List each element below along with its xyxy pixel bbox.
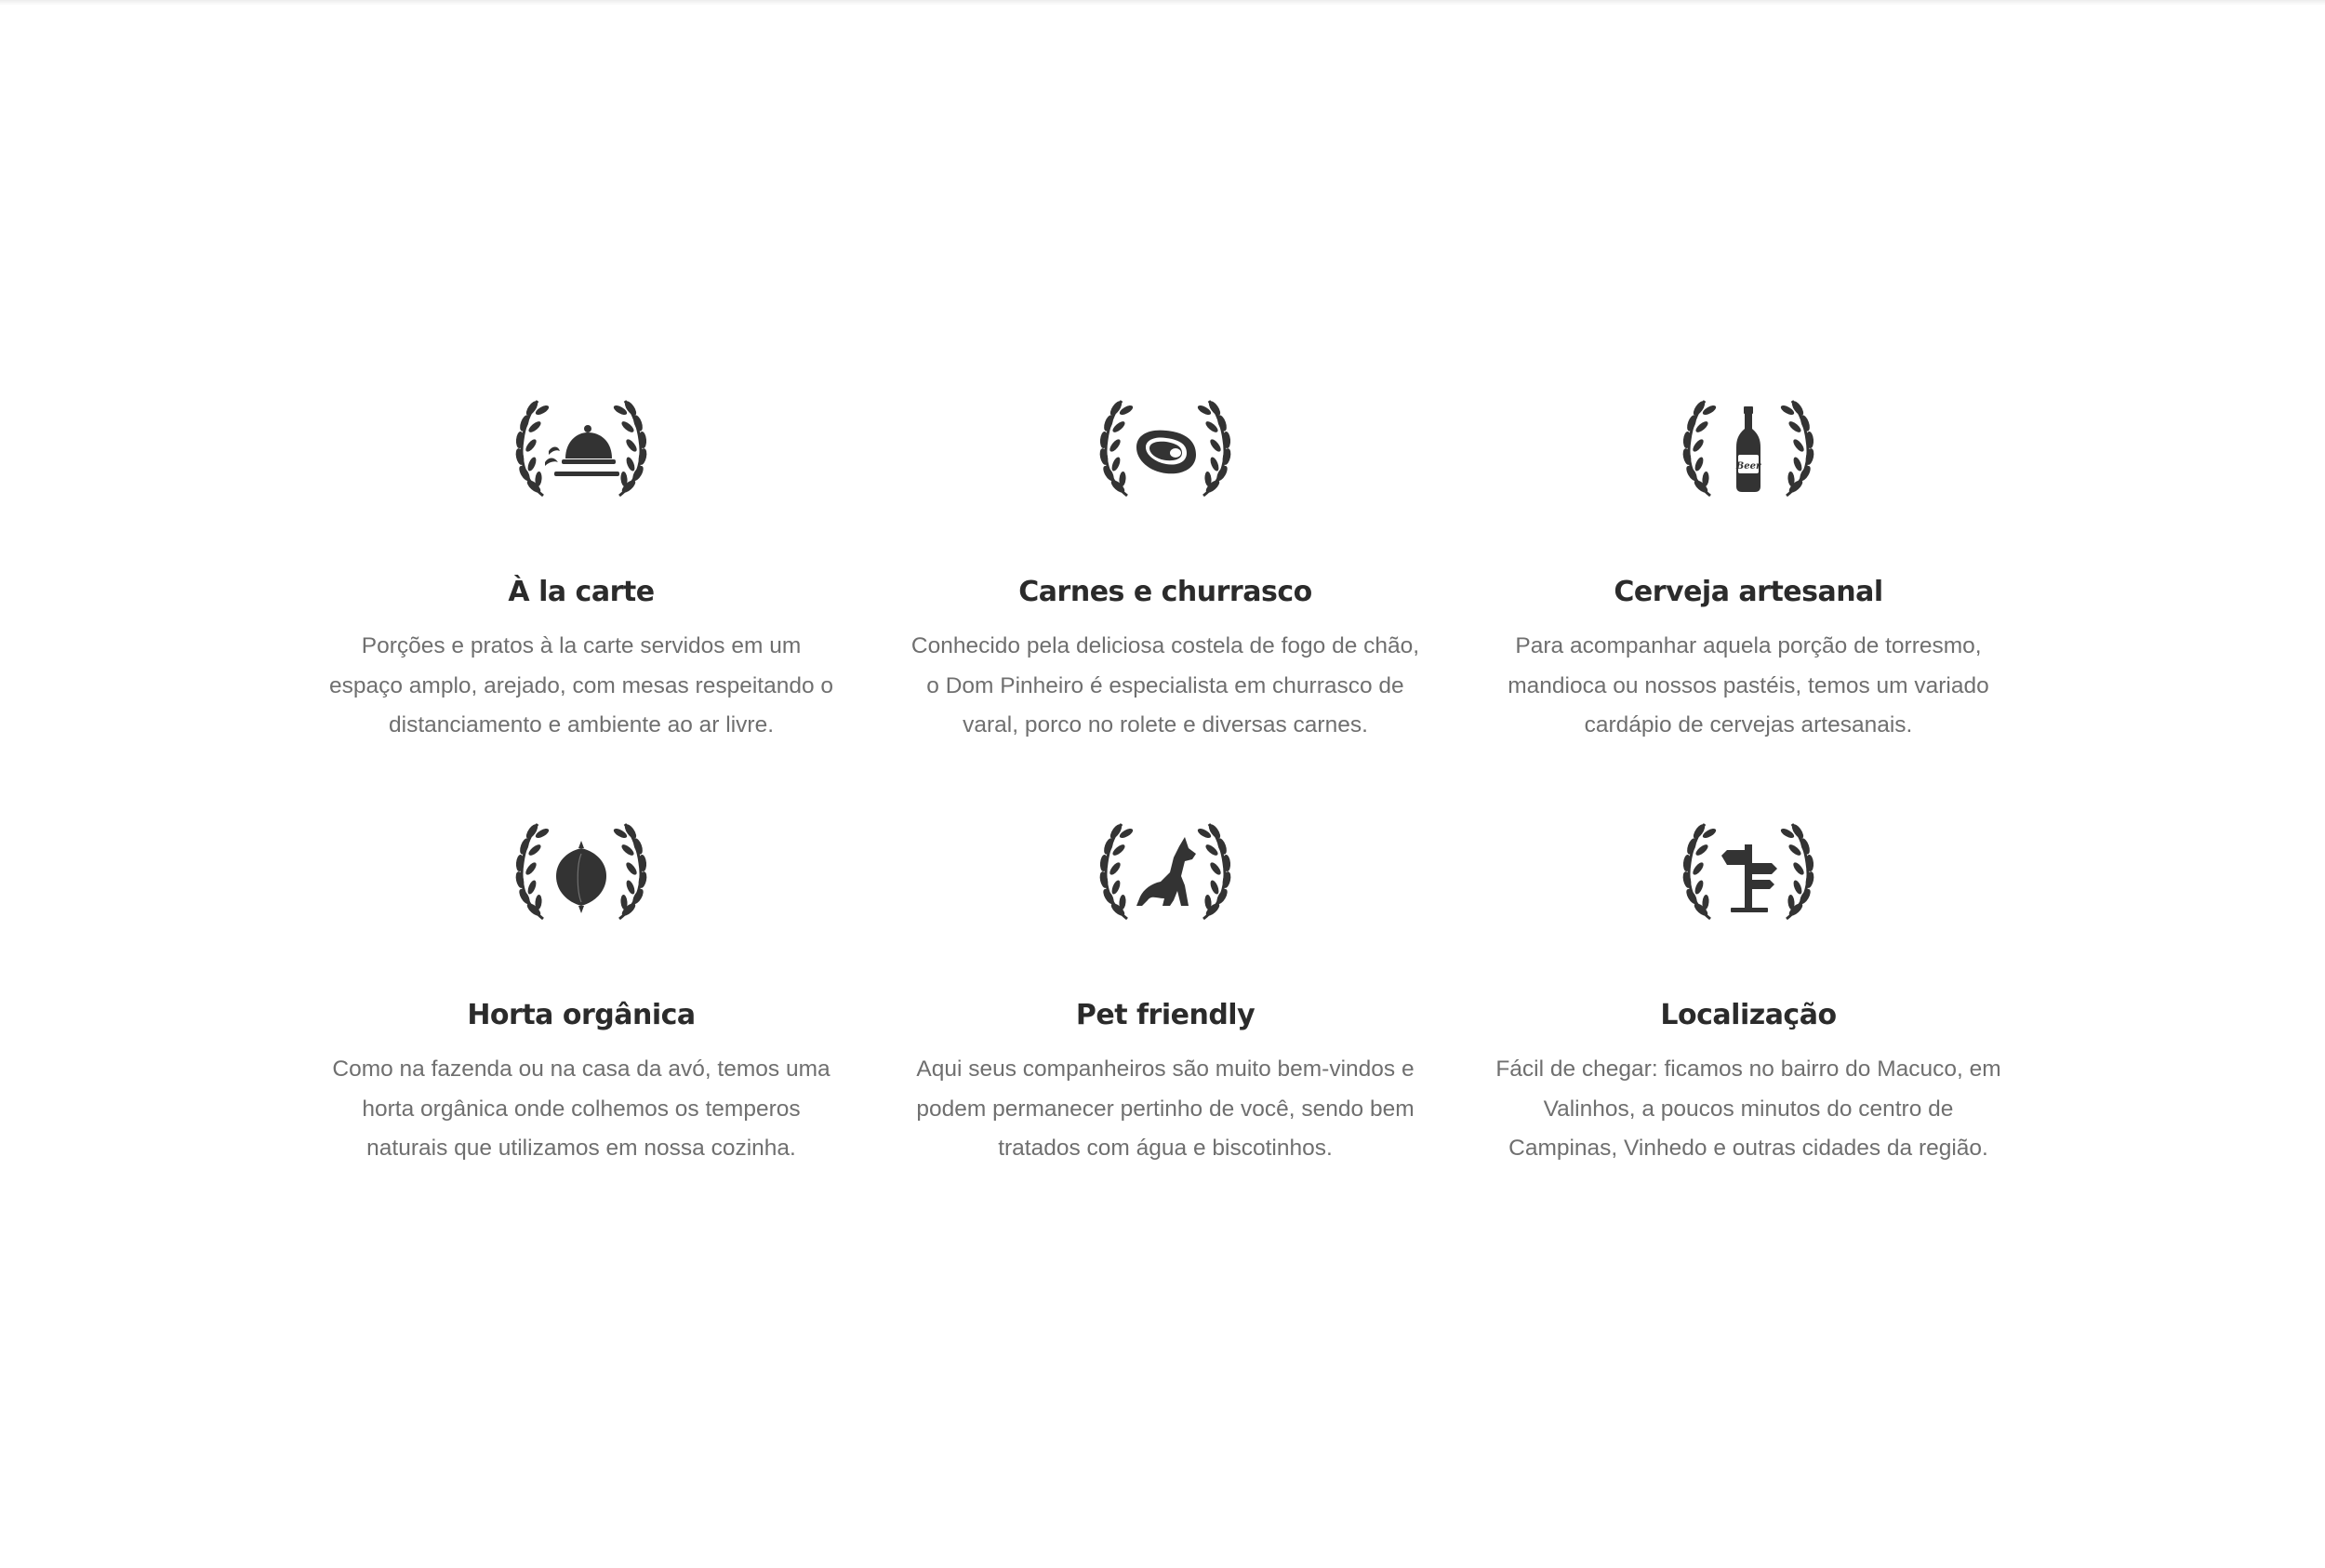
feature-title: Localização	[1660, 999, 1837, 1031]
feature-description: Conhecido pela deliciosa costela de fogo de chão, o Dom Pinheiro é especialista em churrasco de varal, porco no rolete e diversas carnes.	[910, 633, 1420, 737]
laurel-right-icon	[612, 822, 647, 919]
feature-title: Pet friendly	[1075, 999, 1256, 1031]
feature-title: Cerveja artesanal	[1614, 576, 1883, 608]
laurel-right-icon	[1196, 822, 1231, 919]
signpost-icon	[1679, 820, 1818, 923]
feature-description: Como na fazenda ou na casa da avó, temos uma horta orgânica onde colhemos os temperos naturais que utilizamos em nossa cozinha.	[332, 1056, 830, 1161]
onion-icon	[512, 820, 651, 923]
laurel-left-icon	[1681, 399, 1717, 496]
feature-title: Carnes e churrasco	[1018, 576, 1312, 608]
laurel-right-icon	[1196, 399, 1231, 496]
laurel-right-icon	[1779, 822, 1814, 919]
laurel-cloche-svg	[512, 397, 651, 499]
feature-description: Fácil de chegar: ficamos no bairro do Macuco, em Valinhos, a poucos minutos do centro de Campinas, Vinhedo e outras cidades da região.	[1495, 1056, 2001, 1161]
laurel-right-icon	[612, 399, 647, 496]
beer-label-text: Beer	[1735, 461, 1761, 472]
laurel-left-icon	[514, 822, 550, 919]
feature-description: Porções e pratos à la carte servidos em um espaço amplo, arejado, com mesas respeitando o distanciamento e ambiente ao ar livre.	[328, 633, 834, 737]
dog-icon	[1096, 820, 1235, 923]
feature-title: Horta orgânica	[467, 999, 696, 1031]
laurel-left-icon	[1098, 399, 1134, 496]
laurel-left-icon	[1681, 822, 1717, 919]
beer-bottle-icon	[1679, 397, 1818, 499]
laurel-left-icon	[1098, 822, 1134, 919]
steak-icon	[1096, 397, 1235, 499]
feature-title: À la carte	[508, 576, 655, 608]
feature-description: Para acompanhar aquela porção de torresmo, mandioca ou nossos pastéis, temos um variado cardápio de cervejas artesanais.	[1508, 633, 1989, 737]
laurel-right-icon	[1779, 399, 1814, 496]
cloche-dish-icon	[512, 397, 651, 499]
feature-description: Aqui seus companheiros são muito bem-vindos e podem permanecer pertinho de você, sendo bem tratados com água e biscotinhos.	[916, 1056, 1415, 1161]
laurel-left-icon	[514, 399, 550, 496]
